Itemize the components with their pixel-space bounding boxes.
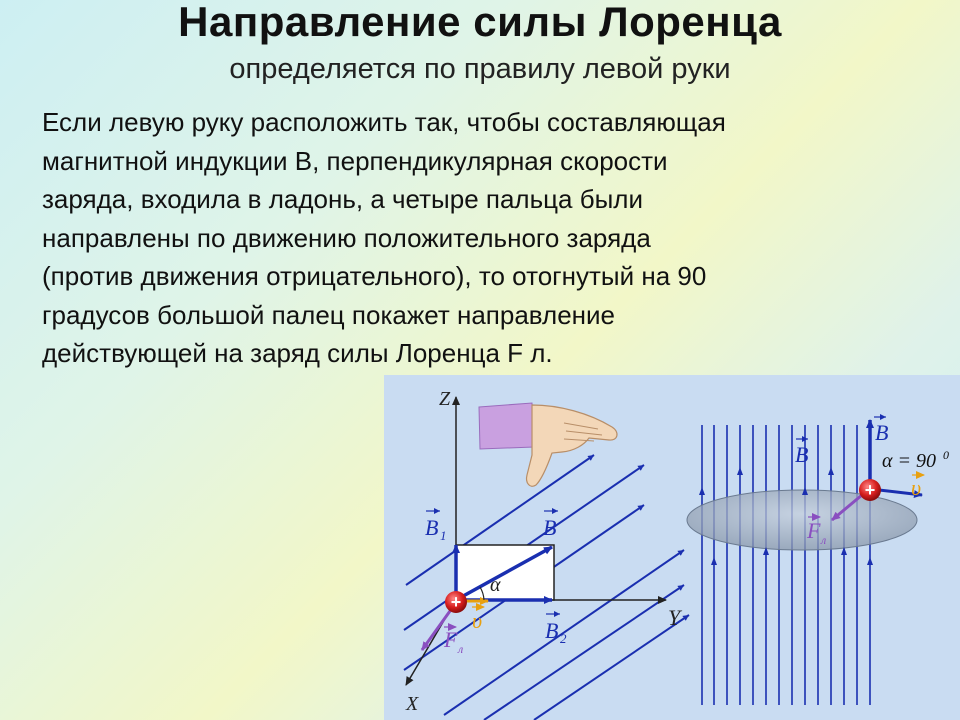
b1-label	[425, 511, 447, 543]
svg-text:υ: υ	[472, 608, 483, 633]
svg-text:B: B	[425, 515, 439, 540]
charge-sign-right: +	[864, 480, 876, 500]
svg-text:B: B	[875, 420, 889, 445]
z-axis-label: Z	[439, 388, 451, 410]
paragraph-line: (против движения отрицательного), то отогнутый на 90	[42, 261, 707, 291]
plane-disc	[687, 490, 917, 550]
diagram-svg	[384, 375, 960, 720]
left-hand-icon	[479, 403, 617, 486]
paragraph-line: направлены по движению положительного заряда	[42, 222, 651, 253]
svg-text:B: B	[545, 618, 559, 643]
lorentz-force-illustration	[384, 375, 960, 720]
svg-text:F: F	[807, 518, 821, 543]
paragraph-line: градусов большой палец покажет направление	[42, 299, 615, 330]
y-axis-label: Y	[668, 605, 681, 630]
velocity-label-right	[911, 475, 924, 500]
page-subtitle: определяется по правилу левой руки	[229, 53, 731, 85]
right-diagram	[687, 417, 949, 705]
svg-text:2: 2	[560, 631, 567, 646]
b2-label	[545, 614, 567, 646]
page-title: Направление силы Лоренца	[178, 0, 782, 45]
angle-label	[882, 448, 949, 472]
svg-text:л: л	[458, 642, 464, 656]
x-axis-label: X	[406, 693, 419, 715]
paragraph-line: действующей на заряд силы Лоренца F л.	[42, 338, 553, 368]
b-label	[543, 511, 558, 540]
b-field-label	[795, 439, 808, 467]
b-top-label	[874, 417, 888, 445]
svg-text:F: F	[444, 627, 458, 652]
svg-text:υ: υ	[911, 475, 922, 500]
paragraph-line: заряда, входила в ладонь, а четыре пальца были	[42, 184, 643, 214]
charge-sign: +	[450, 592, 462, 612]
svg-text:B: B	[543, 515, 557, 540]
paragraph-line: Если левую руку расположить так, чтобы составляющая	[42, 107, 726, 137]
svg-text:B: B	[795, 442, 809, 467]
svg-text:л: л	[821, 533, 827, 547]
svg-text:0: 0	[943, 448, 949, 462]
left-diagram	[404, 388, 689, 720]
rule-paragraph	[42, 103, 922, 373]
paragraph-line: магнитной индукции B, перпендикулярная скорости	[42, 145, 668, 176]
alpha-label: α	[490, 574, 501, 596]
vertical-field-lines	[702, 425, 870, 705]
svg-text:1: 1	[440, 528, 447, 543]
velocity-label	[472, 607, 484, 633]
svg-text:α = 90: α = 90	[882, 450, 936, 472]
